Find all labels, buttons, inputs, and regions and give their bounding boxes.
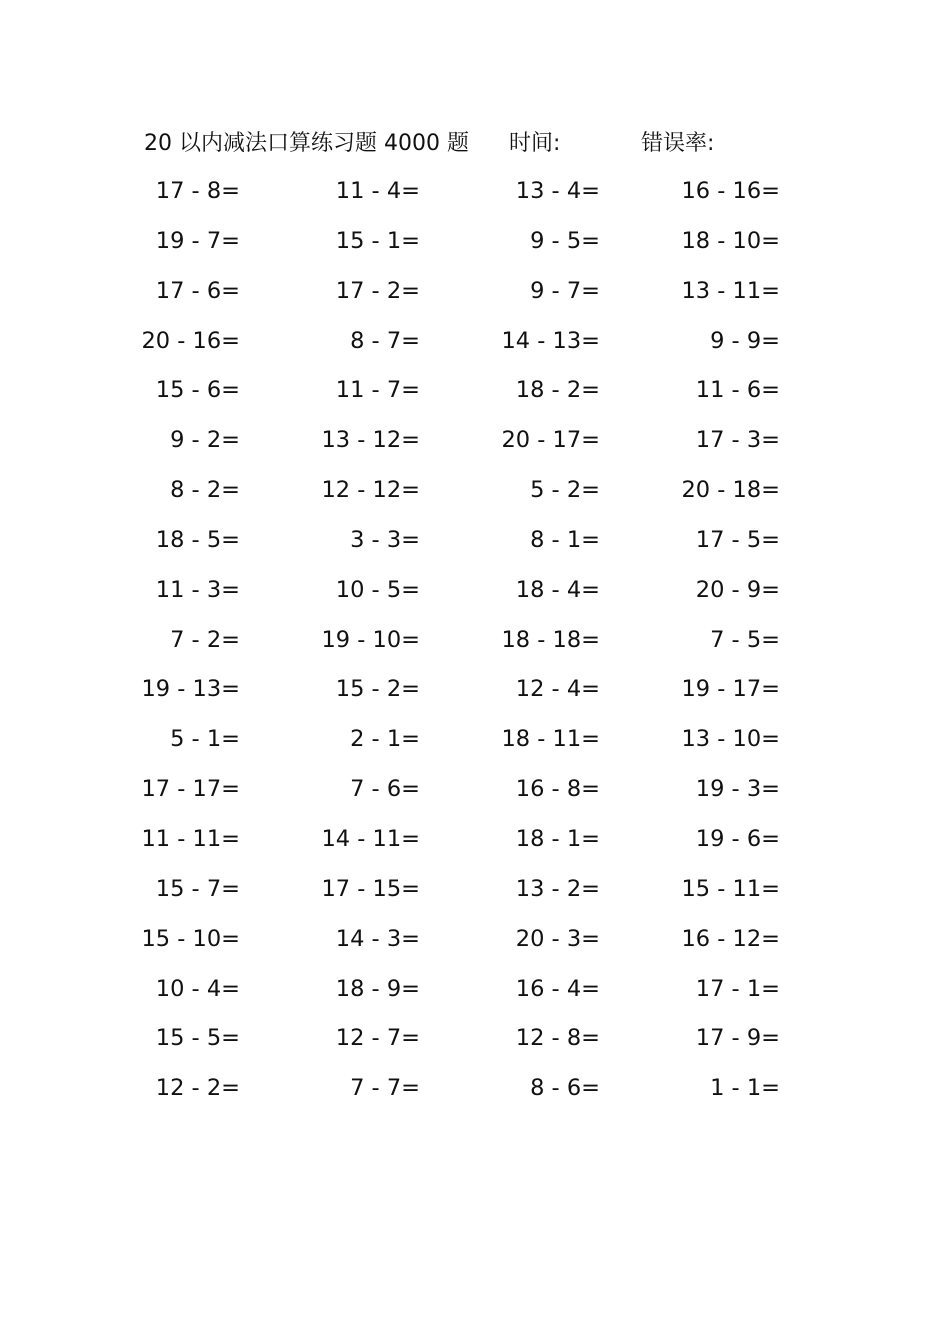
problem-row bbox=[0, 918, 950, 968]
problem-cell: 11 - 6= bbox=[695, 377, 780, 404]
problem-cell: 11 - 4= bbox=[335, 178, 420, 204]
problem-cell: 18 - 5= bbox=[155, 526, 240, 553]
problem-row bbox=[0, 270, 950, 320]
problem-row bbox=[0, 469, 950, 519]
problem-cell: 16 - 4= bbox=[515, 975, 600, 1002]
problem-cell: 8 - 1= bbox=[530, 526, 600, 553]
problem-cell: 20 - 16= bbox=[141, 327, 240, 354]
problem-cell: 15 - 1= bbox=[335, 227, 420, 254]
problem-cell: 19 - 10= bbox=[321, 626, 420, 653]
problem-cell: 15 - 5= bbox=[155, 1025, 240, 1052]
problem-cell: 13 - 2= bbox=[515, 875, 600, 902]
problem-cell: 19 - 17= bbox=[681, 676, 780, 703]
problem-cell: 8 - 7= bbox=[350, 327, 420, 354]
problem-cell: 17 - 2= bbox=[335, 277, 420, 304]
problem-row bbox=[0, 818, 950, 868]
problem-cell: 15 - 10= bbox=[141, 925, 240, 952]
problem-cell: 18 - 2= bbox=[515, 377, 600, 404]
problem-cell: 11 - 7= bbox=[335, 377, 420, 404]
problem-row bbox=[0, 768, 950, 818]
problem-cell: 20 - 9= bbox=[695, 576, 780, 603]
problem-cell: 17 - 15= bbox=[321, 875, 420, 902]
problem-cell: 10 - 4= bbox=[155, 975, 240, 1002]
problem-cell: 9 - 5= bbox=[530, 227, 600, 254]
problem-row bbox=[0, 868, 950, 918]
problem-cell: 7 - 2= bbox=[170, 626, 240, 653]
problem-cell: 17 - 17= bbox=[141, 776, 240, 803]
problem-cell: 11 - 11= bbox=[141, 825, 240, 852]
problem-cell: 18 - 10= bbox=[681, 227, 780, 254]
problem-cell: 12 - 4= bbox=[515, 676, 600, 703]
problem-cell: 12 - 12= bbox=[321, 477, 420, 504]
problem-cell: 9 - 9= bbox=[710, 327, 780, 354]
problem-cell: 20 - 18= bbox=[681, 477, 780, 504]
problem-cell: 16 - 16= bbox=[681, 178, 780, 204]
problem-cell: 12 - 8= bbox=[515, 1025, 600, 1052]
problem-cell: 19 - 13= bbox=[141, 676, 240, 703]
problem-cell: 17 - 8= bbox=[155, 178, 240, 204]
problem-grid bbox=[0, 170, 950, 1117]
problem-cell: 3 - 3= bbox=[350, 526, 420, 553]
problem-row bbox=[0, 968, 950, 1018]
problem-row bbox=[0, 668, 950, 718]
problem-row bbox=[0, 619, 950, 669]
problem-cell: 10 - 5= bbox=[335, 576, 420, 603]
problem-cell: 5 - 1= bbox=[170, 726, 240, 753]
time-label: 时间: bbox=[509, 131, 561, 156]
problem-row bbox=[0, 1067, 950, 1117]
problem-cell: 12 - 7= bbox=[335, 1025, 420, 1052]
problem-cell: 13 - 4= bbox=[515, 178, 600, 204]
problem-cell: 9 - 2= bbox=[170, 427, 240, 454]
problem-row bbox=[0, 569, 950, 619]
problem-row bbox=[0, 419, 950, 469]
problem-cell: 5 - 2= bbox=[530, 477, 600, 504]
problem-cell: 7 - 6= bbox=[350, 776, 420, 803]
problem-row bbox=[0, 170, 950, 220]
problem-row bbox=[0, 369, 950, 419]
problem-cell: 19 - 3= bbox=[695, 776, 780, 803]
problem-cell: 18 - 9= bbox=[335, 975, 420, 1002]
problem-row bbox=[0, 220, 950, 270]
problem-cell: 14 - 13= bbox=[501, 327, 600, 354]
problem-row bbox=[0, 718, 950, 768]
problem-cell: 11 - 3= bbox=[155, 576, 240, 603]
worksheet-title: 20 以内减法口算练习题 4000 题 bbox=[144, 131, 469, 156]
problem-cell: 17 - 1= bbox=[695, 975, 780, 1002]
problem-row bbox=[0, 1017, 950, 1067]
problem-cell: 9 - 7= bbox=[530, 277, 600, 304]
problem-cell: 15 - 6= bbox=[155, 377, 240, 404]
problem-cell: 12 - 2= bbox=[155, 1075, 240, 1102]
problem-cell: 13 - 11= bbox=[681, 277, 780, 304]
problem-cell: 2 - 1= bbox=[350, 726, 420, 753]
problem-cell: 19 - 6= bbox=[695, 825, 780, 852]
problem-row bbox=[0, 519, 950, 569]
problem-cell: 18 - 11= bbox=[501, 726, 600, 753]
problem-cell: 20 - 17= bbox=[501, 427, 600, 454]
problem-cell: 16 - 12= bbox=[681, 925, 780, 952]
error-rate-label: 错误率: bbox=[641, 131, 715, 156]
problem-cell: 7 - 5= bbox=[710, 626, 780, 653]
problem-cell: 15 - 2= bbox=[335, 676, 420, 703]
problem-cell: 19 - 7= bbox=[155, 227, 240, 254]
problem-cell: 16 - 8= bbox=[515, 776, 600, 803]
problem-cell: 17 - 6= bbox=[155, 277, 240, 304]
problem-cell: 18 - 18= bbox=[501, 626, 600, 653]
problem-cell: 17 - 9= bbox=[695, 1025, 780, 1052]
problem-cell: 15 - 7= bbox=[155, 875, 240, 902]
problem-cell: 8 - 2= bbox=[170, 477, 240, 504]
problem-cell: 18 - 1= bbox=[515, 825, 600, 852]
problem-cell: 1 - 1= bbox=[710, 1075, 780, 1102]
problem-cell: 8 - 6= bbox=[530, 1075, 600, 1102]
problem-cell: 15 - 11= bbox=[681, 875, 780, 902]
problem-cell: 17 - 5= bbox=[695, 526, 780, 553]
problem-cell: 13 - 10= bbox=[681, 726, 780, 753]
problem-cell: 17 - 3= bbox=[695, 427, 780, 454]
problem-cell: 14 - 11= bbox=[321, 825, 420, 852]
problem-cell: 18 - 4= bbox=[515, 576, 600, 603]
problem-cell: 13 - 12= bbox=[321, 427, 420, 454]
problem-cell: 14 - 3= bbox=[335, 925, 420, 952]
problem-cell: 7 - 7= bbox=[350, 1075, 420, 1102]
problem-cell: 20 - 3= bbox=[515, 925, 600, 952]
problem-row bbox=[0, 320, 950, 370]
